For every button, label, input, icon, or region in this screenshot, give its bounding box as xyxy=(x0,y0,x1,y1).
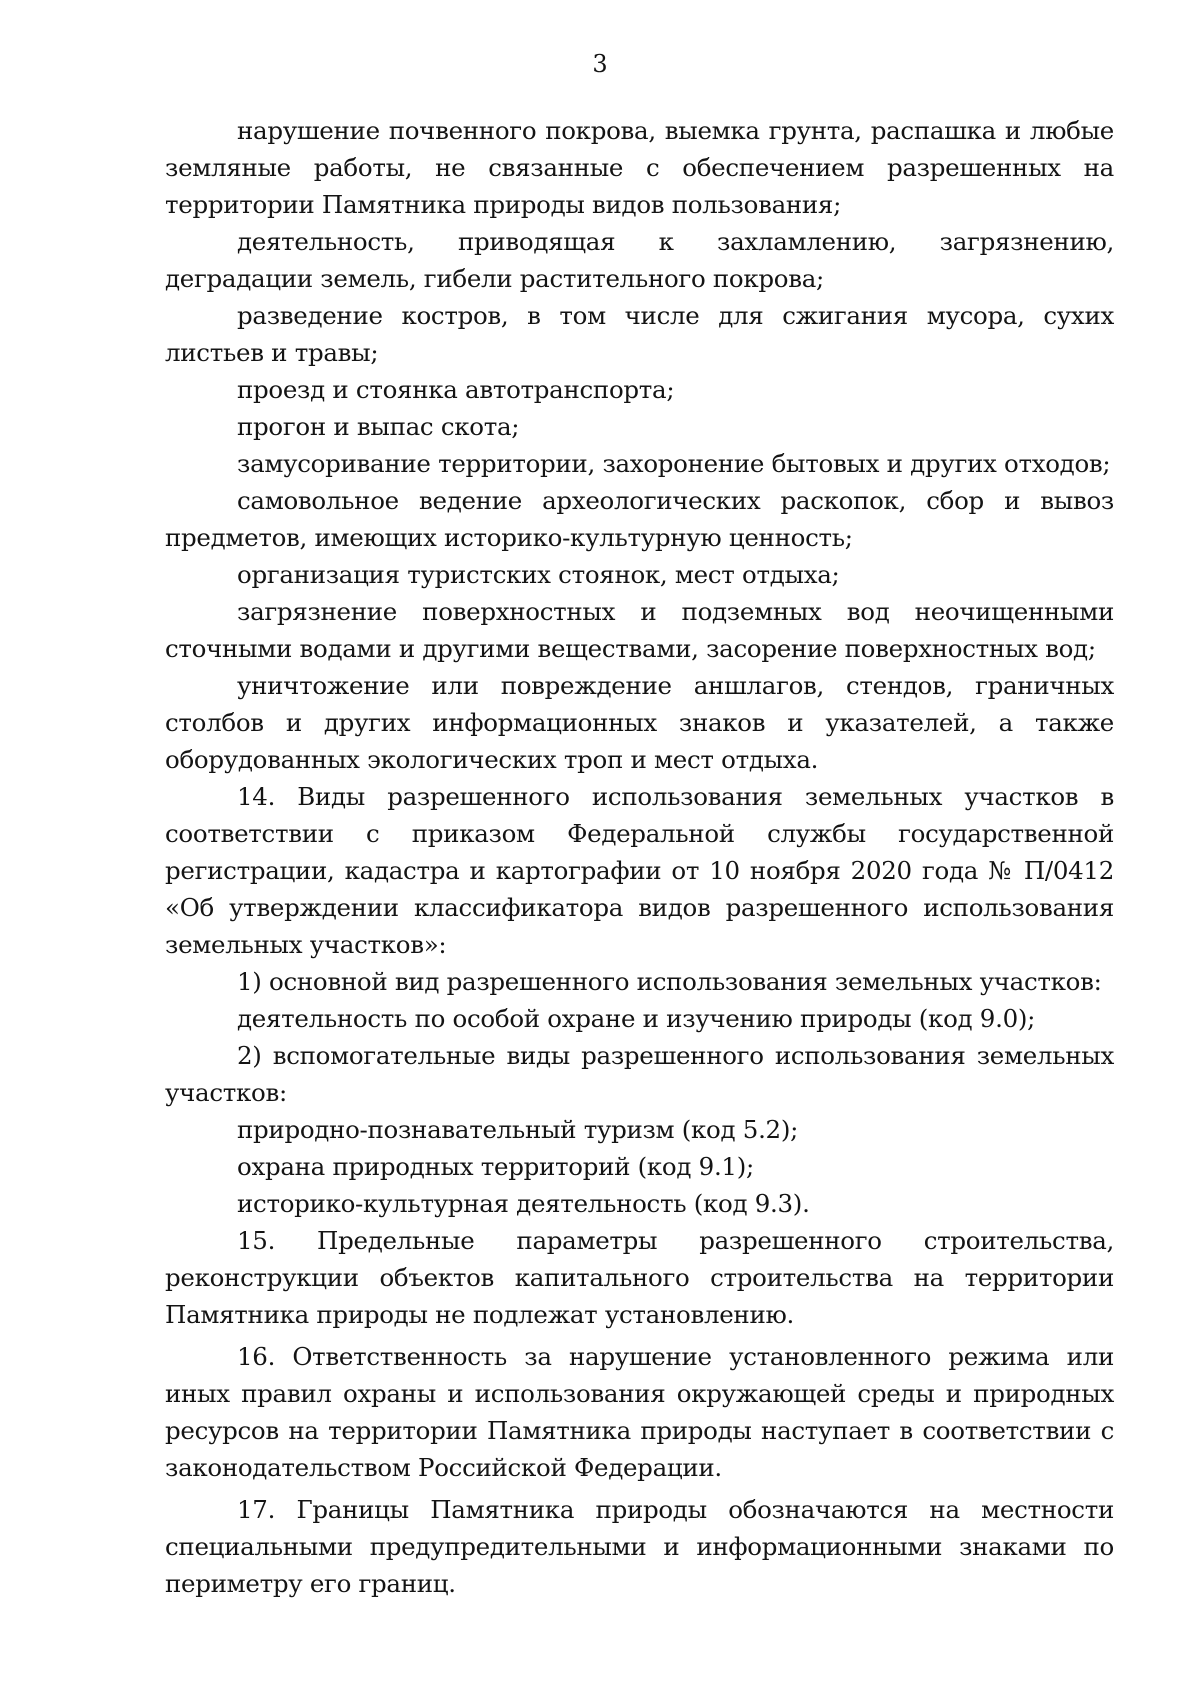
paragraph: деятельность по особой охране и изучению природы (код 9.0); xyxy=(237,1004,1036,1033)
paragraph: загрязнение поверхностных и подземных вод неочищенными сточными водами и другими веществами, засорение поверхностных вод; xyxy=(165,597,1114,663)
paragraph-item-16: 16. Ответственность за нарушение установленного режима или иных правил охраны и использования окружающей среды и природных ресурсов на территории Памятника природы наступает в соответствии с законодательством Российской Федерации. xyxy=(165,1342,1114,1482)
paragraph: разведение костров, в том числе для сжигания мусора, сухих листьев и травы; xyxy=(165,301,1114,367)
page-number: 3 xyxy=(592,50,608,78)
paragraph: нарушение почвенного покрова, выемка грунта, распашка и любые земляные работы, не связанные с обеспечением разрешенных на территории Памятника природы видов пользования; xyxy=(165,116,1114,219)
paragraph: 2) вспомогательные виды разрешенного использования земельных участков: xyxy=(165,1041,1114,1107)
paragraph: деятельность, приводящая к захламлению, загрязнению, деградации земель, гибели растительного покрова; xyxy=(165,227,1114,293)
paragraph: 1) основной вид разрешенного использования земельных участков: xyxy=(237,967,1102,996)
paragraph-item-14: 14. Виды разрешенного использования земельных участков в соответствии с приказом Федеральной службы государственной регистрации, кадастра и картографии от 10 ноября 2020 года № П/0412 «Об утверждении классификатора видов разрешенного использования земельных участков»: xyxy=(165,782,1114,959)
paragraph: охрана природных территорий (код 9.1); xyxy=(237,1152,754,1181)
paragraph: проезд и стоянка автотранспорта; xyxy=(237,375,675,404)
paragraph: уничтожение или повреждение аншлагов, стендов, граничных столбов и других информационных знаков и указателей, а также оборудованных экологических троп и мест отдыха. xyxy=(165,671,1114,774)
paragraph: самовольное ведение археологических раскопок, сбор и вывоз предметов, имеющих историко-культурную ценность; xyxy=(165,486,1114,552)
paragraph: замусоривание территории, захоронение бытовых и других отходов; xyxy=(237,449,1111,478)
document-body xyxy=(165,112,1114,1602)
paragraph: организация туристских стоянок, мест отдыха; xyxy=(237,560,840,589)
paragraph: природно-познавательный туризм (код 5.2); xyxy=(237,1115,799,1144)
paragraph-item-15: 15. Предельные параметры разрешенного строительства, реконструкции объектов капитального строительства на территории Памятника природы не подлежат установлению. xyxy=(165,1226,1114,1329)
paragraph-item-17: 17. Границы Памятника природы обозначаются на местности специальными предупредительными и информационными знаками по периметру его границ. xyxy=(165,1495,1114,1598)
paragraph: историко-культурная деятельность (код 9.3). xyxy=(237,1189,810,1218)
paragraph: прогон и выпас скота; xyxy=(237,412,520,441)
